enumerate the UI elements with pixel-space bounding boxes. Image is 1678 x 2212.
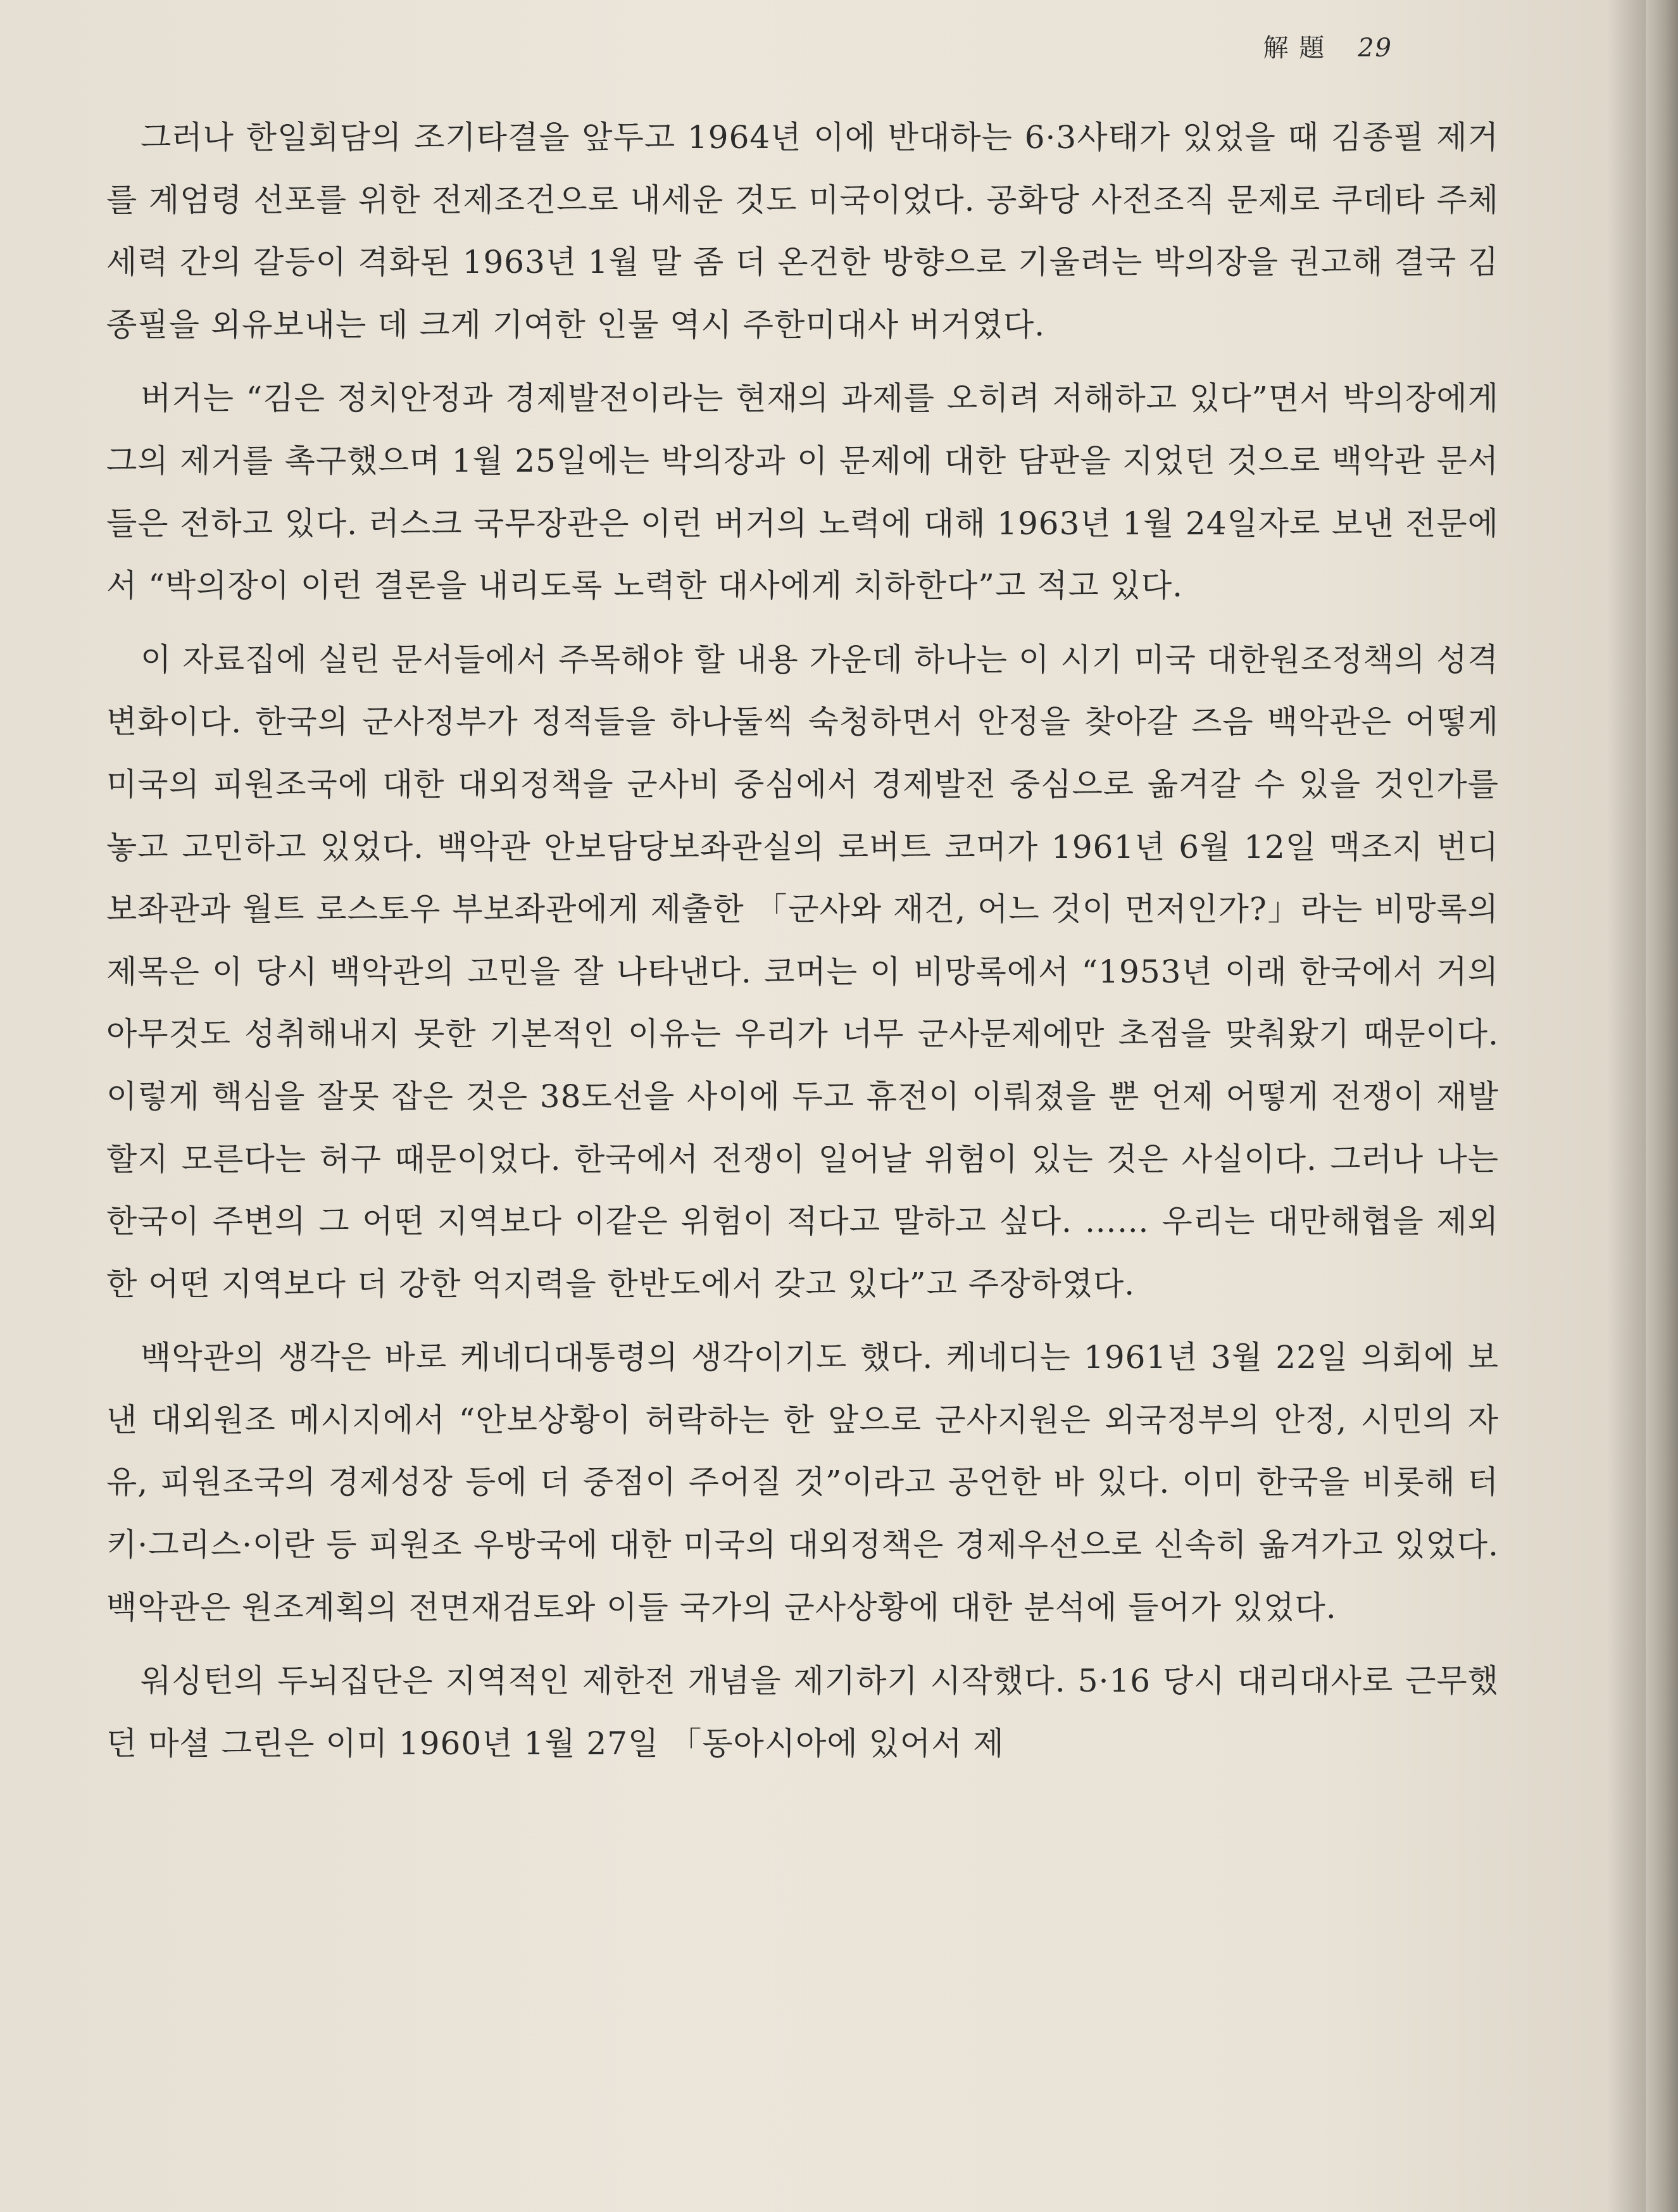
- running-header: [1263, 28, 1393, 64]
- paragraph-2: 버거는 “김은 정치안정과 경제발전이라는 현재의 과제를 오히려 저해하고 있다”면서 박의장에게 그의 제거를 촉구했으며 1월 25일에는 박의장과 이 문제에 대한 담판을 지었던 것으로 백악관 문서들은 전하고 있다. 러스크 국무장관은 이런 버거의 노력에 대해 1963년 1월 24일자로 보낸 전문에서 “박의장이 이런 결론을 내리도록 노력한 대사에게 치하한다”고 적고 있다.: [106, 380, 1499, 605]
- page-number: 29: [1358, 34, 1393, 63]
- page-gutter-shadow: [1608, 0, 1646, 2212]
- paragraph-4: 백악관의 생각은 바로 케네디대통령의 생각이기도 했다. 케네디는 1961년 3월 22일 의회에 보낸 대외원조 메시지에서 “안보상황이 허락하는 한 앞으로 군사지원은 외국정부의 안정, 시민의 자유, 피원조국의 경제성장 등에 더 중점이 주어질 것”이라고 공언한 바 있다. 이미 한국을 비롯해 터키·그리스·이란 등 피원조 우방국에 대한 미국의 대외정책은 경제우선으로 신속히 옮겨가고 있었다. 백악관은 원조계획의 전면재검토와 이들 국가의 군사상황에 대한 분석에 들어가 있었다.: [106, 1339, 1499, 1626]
- paragraph-5: 워싱턴의 두뇌집단은 지역적인 제한전 개념을 제기하기 시작했다. 5·16 당시 대리대사로 근무했던 마셜 그린은 이미 1960년 1월 27일 「동아시아에 있어서 제: [106, 1662, 1499, 1762]
- paragraph-3: 이 자료집에 실린 문서들에서 주목해야 할 내용 가운데 하나는 이 시기 미국 대한원조정책의 성격 변화이다. 한국의 군사정부가 정적들을 하나둘씩 숙청하면서 안정을 찾아갈 즈음 백악관은 어떻게 미국의 피원조국에 대한 대외정책을 군사비 중심에서 경제발전 중심으로 옮겨갈 수 있을 것인가를 놓고 고민하고 있었다. 백악관 안보담당보좌관실의 로버트 코머가 1961년 6월 12일 맥조지 번디 보좌관과 월트 로스토우 부보좌관에게 제출한 「군사와 재건, 어느 것이 먼저인가?」라는 비망록의 제목은 이 당시 백악관의 고민을 잘 나타낸다. 코머는 이 비망록에서 “1953년 이래 한국에서 거의 아무것도 성취해내지 못한 기본적인 이유는 우리가 너무 군사문제에만 초점을 맞춰왔기 때문이다. 이렇게 핵심을 잘못 잡은 것은 38도선을 사이에 두고 휴전이 이뤄졌을 뿐 언제 어떻게 전쟁이 재발할지 모른다는 허구 때문이었다. 한국에서 전쟁이 일어날 위험이 있는 것은 사실이다. 그러나 나는 한국이 주변의 그 어떤 지역보다 이같은 위험이 적다고 말하고 싶다. …… 우리는 대만해협을 제외한 어떤 지역보다 더 강한 억지력을 한반도에서 갖고 있다”고 주장하였다.: [106, 641, 1499, 1302]
- paragraph-1: 그러나 한일회담의 조기타결을 앞두고 1964년 이에 반대하는 6·3사태가 있었을 때 김종필 제거를 계엄령 선포를 위한 전제조건으로 내세운 것도 미국이었다. 공화당 사전조직 문제로 쿠데타 주체세력 간의 갈등이 격화된 1963년 1월 말 좀 더 온건한 방향으로 기울려는 박의장을 권고해 결국 김종필을 외유보내는 데 크게 기여한 인물 역시 주한미대사 버거였다.: [106, 119, 1499, 343]
- page-edge: [1646, 0, 1678, 2212]
- body-text: [106, 106, 1499, 1786]
- section-title: 解 題: [1263, 34, 1326, 63]
